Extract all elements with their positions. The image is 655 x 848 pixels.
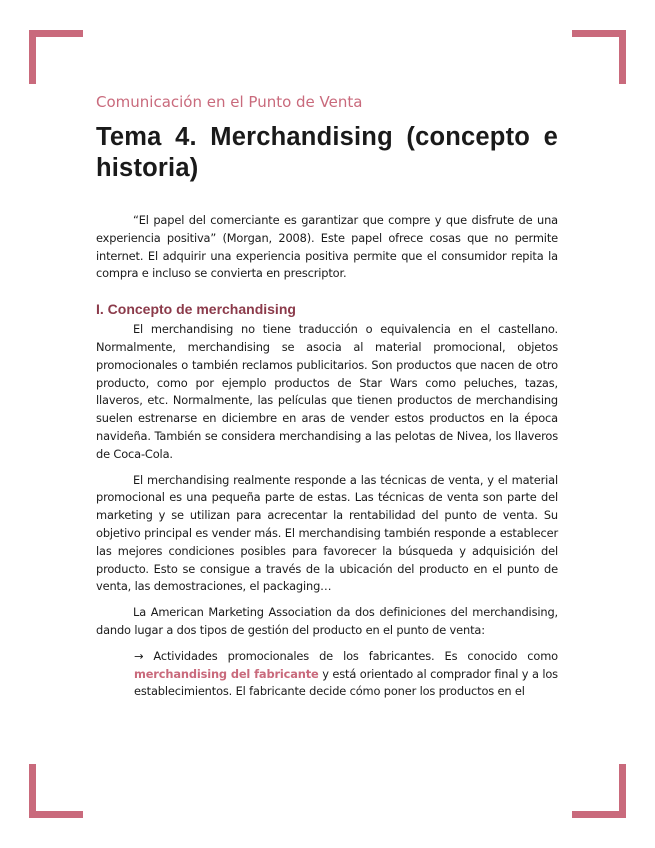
list-item-text: → Actividades promocionales de los fabricantes. Es conocido como	[134, 648, 558, 663]
intro-paragraph: “El papel del comerciante es garantizar que compre y que disfrute de una experiencia positiva” (Morgan, 2008). Este papel ofrece cosas que no permite internet. El adquirir una experiencia positiva permite que el consumidor repita la compra e incluso se convierta en prescriptor.	[96, 213, 558, 281]
corner-mark-bottom-left	[29, 764, 83, 818]
paragraph-3: La American Marketing Association da dos definiciones del merchandising, dando lugar a dos tipos de gestión del producto en el punto de venta:	[96, 605, 558, 637]
section-heading: I. Concepto de merchandising	[96, 301, 296, 318]
paragraph-2: El merchandising realmente responde a las técnicas de venta, y el material promocional es una pequeña parte de estas. Las técnicas de venta son parte del marketing y se utilizan para acrecentar la rentabilidad del punto de venta. Su objetivo principal es vender más. El merchandising también responde a establecer las mejores condiciones posibles para favorecer la búsqueda y adquisición del producto. Esto se consigue a través de la ubicación del producto en el punto de venta, las demostraciones, el packaging…	[96, 472, 558, 594]
list-item	[96, 648, 558, 701]
paragraph-1: El merchandising no tiene traducción o equivalencia en el castellano. Normalmente, merchandising se asocia al material promocional, objetos promocionales o también reclamos publicitarios. Son productos que nacen de otro producto, como por ejemplo productos de Star Wars como peluches, tazas, llaveros, etc. Normalmente, las películas que tienen productos de merchandising suelen estrenarse en diciembre en aras de vender estos productos en la época navideña. También se considera merchandising a las pelotas de Nivea, los llaveros de Coca-Cola.	[96, 322, 558, 461]
corner-mark-bottom-right	[572, 764, 626, 818]
corner-mark-top-right	[572, 30, 626, 84]
corner-mark-top-left	[29, 30, 83, 84]
document-subtitle: Comunicación en el Punto de Venta	[96, 93, 363, 111]
list-item-text-continued: y está orientado al comprador final y a los establecimientos. El fabricante decide cómo poner los productos en el	[134, 666, 558, 699]
document-body	[96, 92, 558, 701]
page-title: Tema 4. Merchandising (concepto e historia)	[96, 123, 558, 182]
highlighted-term: merchandising del fabricante	[134, 666, 319, 681]
